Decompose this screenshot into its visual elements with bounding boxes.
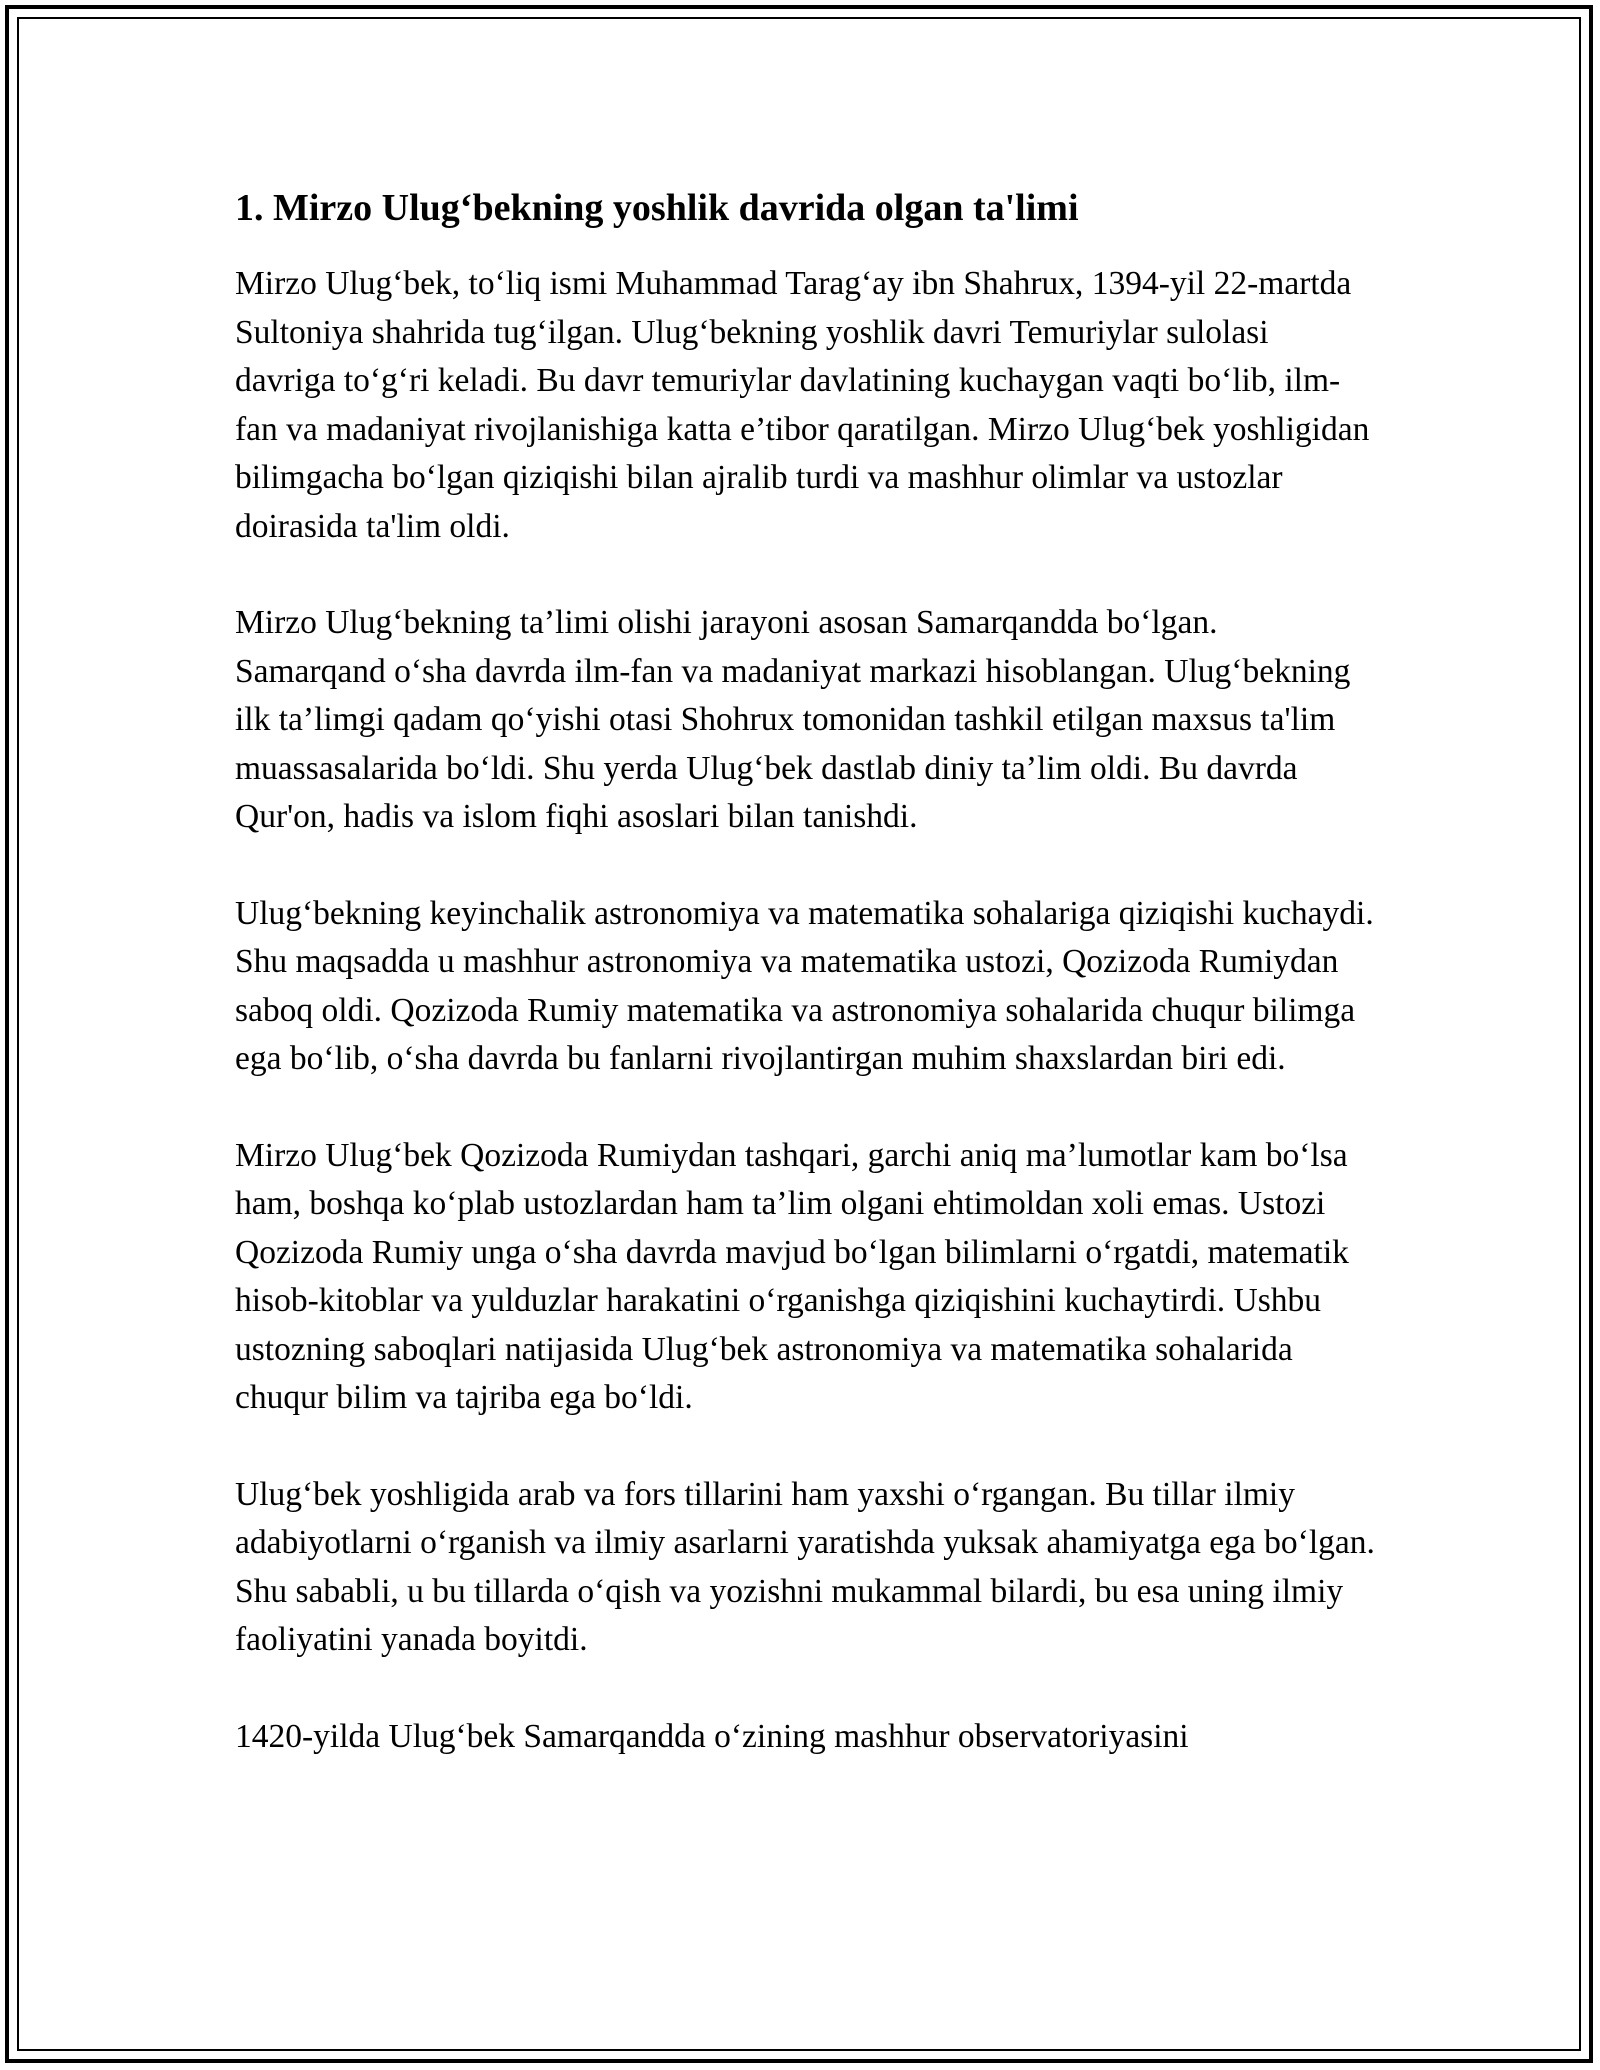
paragraph-5: Ulug‘bek yoshligida arab va fors tillarini ham yaxshi o‘rgangan. Bu tillar ilmiy adabiyotlarni o‘rganish va ilmiy asarlarni yaratishda yuksak ahamiyatga ega bo‘lgan. Shu sababli, u bu tillarda o‘qish va yozishni mukammal bilardi, bu esa uning ilmiy faoliyatini yanada boyitdi. <box>235 1475 1375 1658</box>
paragraph-3: Ulug‘bekning keyinchalik astronomiya va matematika sohalariga qiziqishi kuchaydi. Shu maqsadda u mashhur astronomiya va matematika ustozi, Qozizoda Rumiydan saboq oldi. Qozizoda Rumiy matematika va astronomiya sohalarida chuqur bilimga ega bo‘lib, o‘sha davrda bu fanlarni rivojlantirgan muhim shaxslardan biri edi. <box>235 894 1374 1077</box>
paragraph-4: Mirzo Ulug‘bek Qozizoda Rumiydan tashqari, garchi aniq ma’lumotlar kam bo‘lsa ham, boshqa ko‘plab ustozlardan ham ta’lim olgani ehtimoldan xoli emas. Ustozi Qozizoda Rumiy unga o‘sha davrda mavjud bo‘lgan bilimlarni o‘rgatdi, matematik hisob-kitoblar va yulduzlar harakatini o‘rganishga qiziqishini kuchaytirdi. Ushbu ustozning saboqlari natijasida Ulug‘bek astronomiya va matematika sohalarida chuqur bilim va tajriba ega bo‘ldi. <box>235 1136 1349 1416</box>
paragraph-6: 1420-yilda Ulug‘bek Samarqandda o‘zining mashhur observatoriyasini <box>235 1717 1189 1755</box>
paragraph-2: Mirzo Ulug‘bekning ta’limi olishi jarayoni asosan Samarqandda bo‘lgan. Samarqand o‘sha davrda ilm-fan va madaniyat markazi hisoblangan. Ulug‘bekning ilk ta’limgi qadam qo‘yishi otasi Shohrux tomonidan tashkil etilgan maxsus ta'lim muassasalarida bo‘ldi. Shu yerda Ulug‘bek dastlab diniy ta’lim oldi. Bu davrda Qur'on, hadis va islom fiqhi asoslari bilan tanishdi. <box>235 604 1351 835</box>
section-heading: 1. Mirzo Ulug‘bekning yoshlik davrida olgan ta'limi <box>235 187 1079 229</box>
document-body <box>235 185 1375 1809</box>
paragraph-1: Mirzo Ulug‘bek, to‘liq ismi Muhammad Tarag‘ay ibn Shahrux, 1394-yil 22-martda Sultoniya shahrida tug‘ilgan. Ulug‘bekning yoshlik davri Temuriylar sulolasi davriga to‘g‘ri keladi. Bu davr temuriylar davlatining kuchaygan vaqti bo‘lib, ilm-fan va madaniyat rivojlanishiga katta e’tibor qaratilgan. Mirzo Ulug‘bek yoshligidan bilimgacha bo‘lgan qiziqishi bilan ajralib turdi va mashhur olimlar va ustozlar doirasida ta'lim oldi. <box>235 265 1370 545</box>
